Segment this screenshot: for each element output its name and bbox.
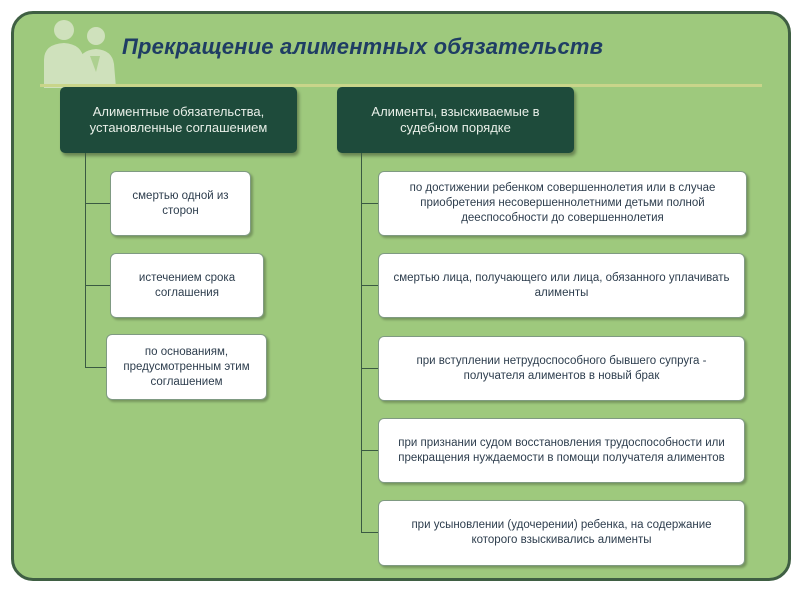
left-connector-1 [85,203,110,204]
left-item-death: смертью одной из сторон [110,171,251,236]
right-item-death: смертью лица, получающего или лица, обязанного уплачивать алименты [378,253,745,318]
page-title: Прекращение алиментных обязательств [122,34,604,59]
left-header-box: Алиментные обязательства, установленные соглашением [60,87,297,153]
left-connector-3 [85,367,106,368]
right-connector-vertical [361,153,362,533]
left-item-expiry: истечением срока соглашения [110,253,264,318]
right-connector-3 [361,368,378,369]
right-item-adoption: при усыновлении (удочерении) ребенка, на содержание которого взыскивались алименты [378,500,745,566]
people-silhouette-icon [30,16,128,88]
left-connector-vertical [85,153,86,368]
right-connector-4 [361,450,378,451]
right-item-majority: по достижении ребенком совершеннолетия или в случае приобретения несовершеннолетними детьми полной дееспособности до совершеннолетия [378,171,747,236]
right-connector-5 [361,532,378,533]
left-connector-2 [85,285,110,286]
left-item-agreement-grounds: по основаниям, предусмотренным этим соглашением [106,334,267,400]
right-item-remarriage: при вступлении нетрудоспособного бывшего супруга - получателя алиментов в новый брак [378,336,745,401]
right-connector-1 [361,203,378,204]
right-header-box: Алименты, взыскиваемые в судебном порядке [337,87,574,153]
right-connector-2 [361,285,378,286]
right-item-recovery: при признании судом восстановления трудоспособности или прекращения нуждаемости в помощи получателя алиментов [378,418,745,483]
